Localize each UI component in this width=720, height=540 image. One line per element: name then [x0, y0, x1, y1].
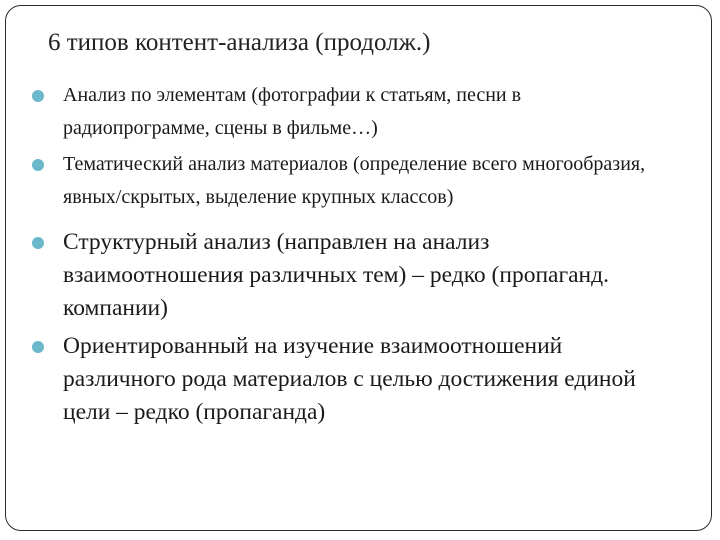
bullet-text: Тематический анализ материалов (определение всего многообразия, явных/скрытых, выделение крупных классов) [63, 153, 646, 208]
bullet-dot-icon [32, 90, 44, 102]
bullet-item [28, 226, 668, 325]
slide-title: 6 типов контент-анализа (продолж.) [48, 29, 431, 56]
bullet-text: Анализ по элементам (фотографии к статьям, песни в радиопрограмме, сцены в фильме…) [63, 84, 522, 139]
bullet-text: Структурный анализ (направлен на анализ взаимоотношения различных тем) – редко (пропаганд. компании) [63, 229, 609, 321]
bullet-item [28, 330, 668, 429]
bullet-dot-icon [32, 159, 44, 171]
slide [5, 5, 712, 531]
bullet-list [28, 79, 668, 434]
bullet-dot-icon [32, 237, 44, 249]
bullet-item [28, 148, 668, 214]
bullet-dot-icon [32, 341, 44, 353]
bullet-text: Ориентированный на изучение взаимоотношений различного рода материалов с целью достижения единой цели – редко (пропаганда) [63, 333, 636, 425]
bullet-item [28, 79, 668, 145]
